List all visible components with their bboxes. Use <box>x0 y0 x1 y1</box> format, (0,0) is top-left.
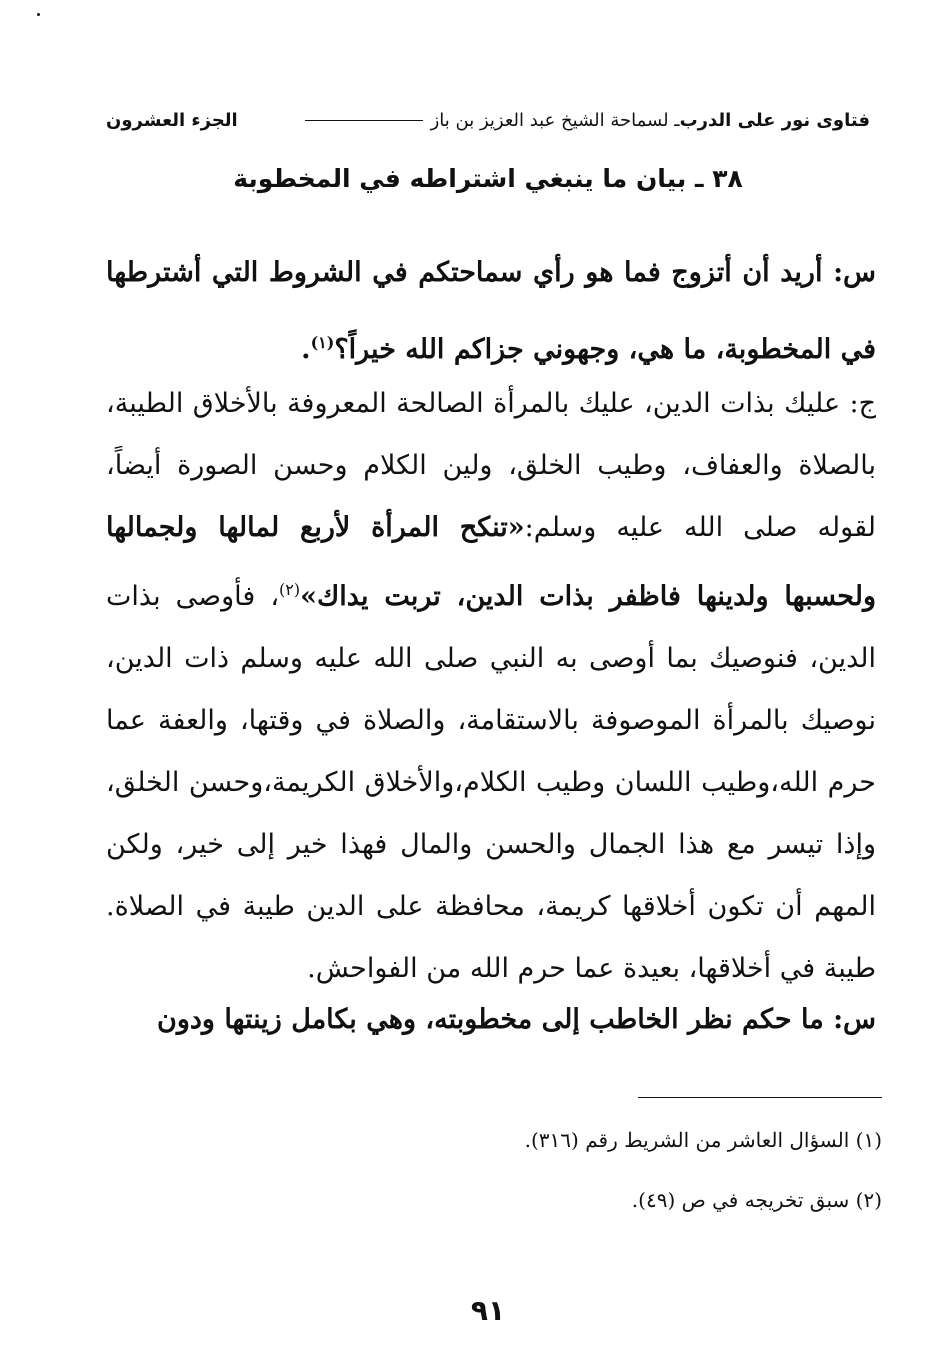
page-number: ٩١ <box>470 1294 506 1327</box>
book-title: فتاوى نور على الدرب <box>679 109 870 131</box>
footnote-separator <box>638 1097 882 1098</box>
question-text-2: س: ما حكم نظر الخاطب إلى مخطوبته، وهي بكامل زينتها ودون <box>157 1004 876 1035</box>
footnote-ref-2: (٢) <box>279 580 301 599</box>
answer-intro: ج: عليك بذات الدين، عليك بالمرأة الصالحة المعروفة بالأخلاق الطيبة، بالصلاة والعفاف، وطيب الخلق، ولين الكلام وحسن الصورة أيضاً، لقوله صلى الله عليه وسلم: <box>106 388 876 543</box>
footnote-2: (٢) سبق تخريجه في ص (٤٩). <box>631 1188 882 1212</box>
answer-paragraph <box>106 373 876 1000</box>
answer-body: ، فأوصى بذات الدين، فنوصيك بما أوصى به النبي صلى الله عليه وسلم ذات الدين، نوصيك بالمرأة الموصوفة بالاستقامة، والصلاة في وقتها، والعفة عما حرم الله،وطيب اللسان وطيب الكلام،والأخلاق الكريمة،وحسن الخلق، وإذا تيسر مع هذا الجمال والحسن والمال فهذا خير إلى خير، ولكن المهم أن تكون أخلاقها كريمة، محافظة على الدين طيبة في الصلاة. طيبة في أخلاقها، بعيدة عما حرم الله من الفواحش. <box>106 581 876 984</box>
question-paragraph <box>106 238 876 385</box>
section-title: ٣٨ ـ بيان ما ينبغي اشتراطه في المخطوبة <box>233 164 743 193</box>
hadith-quote: «تنكح المرأة لأربع لمالها ولجمالها ولحسبها ولدينها فاظفر بذات الدين، تربت يداك» <box>106 512 876 612</box>
volume-label: الجزء العشرون <box>106 109 238 131</box>
question-text: س: أريد أن أتزوج فما هو رأي سماحتكم في الشروط التي أشترطها في المخطوبة، ما هي، وجهوني جزاكم الله خيراً؟ <box>106 257 876 365</box>
footnote-ref-1: (١) <box>310 333 335 352</box>
author-name: ـ لسماحة الشيخ عبد العزيز بن باز <box>430 109 680 131</box>
running-header <box>106 100 870 140</box>
question-paragraph-2 <box>106 985 876 1055</box>
scan-speck <box>37 13 40 16</box>
question-end: . <box>301 334 311 365</box>
header-rule <box>305 120 423 121</box>
header-title-group <box>297 110 870 131</box>
footnote-1: (١) السؤال العاشر من الشريط رقم (٣١٦). <box>524 1128 882 1152</box>
